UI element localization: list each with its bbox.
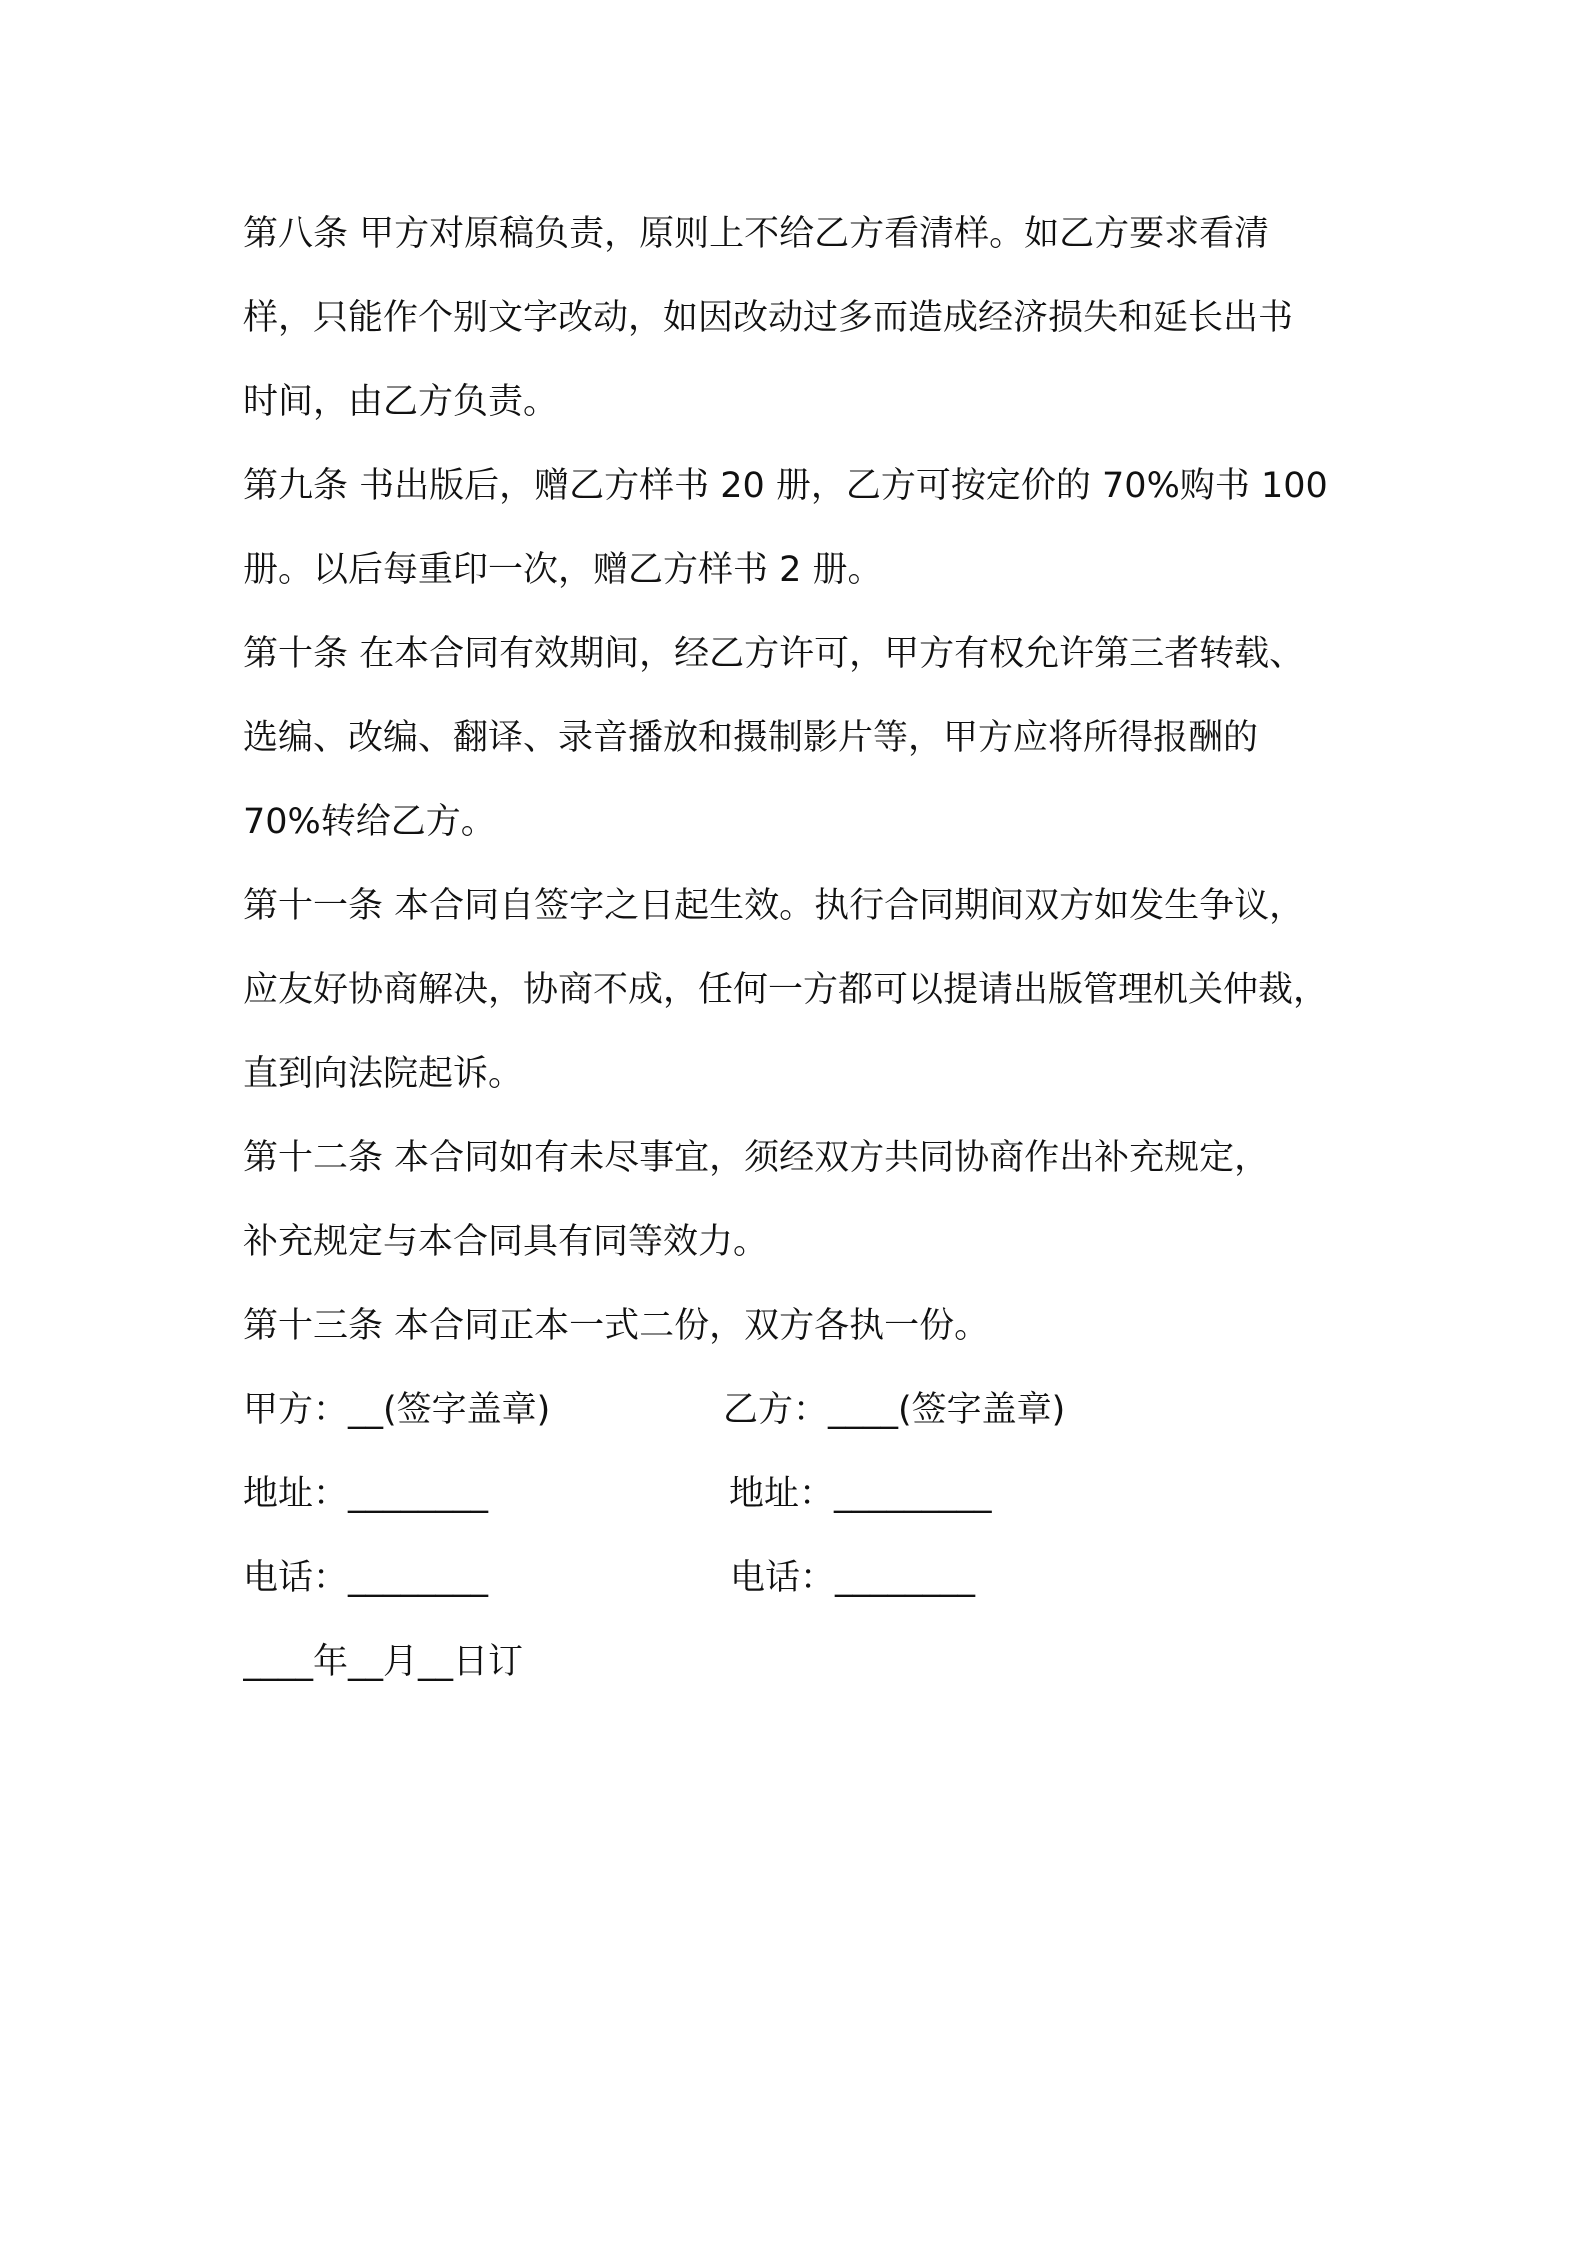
signature-row	[243, 1368, 1373, 1452]
address-row	[243, 1452, 1373, 1536]
clause-11-line-3: 直到向法院起诉。	[243, 1054, 524, 1094]
party-a-phone: 电话：________	[243, 1558, 489, 1598]
contract-body	[243, 192, 1373, 1704]
clause-8-line-3: 时间，由乙方负责。	[243, 382, 559, 422]
clause-10-line-1: 第十条 在本合同有效期间，经乙方许可，甲方有权允许第三者转载、	[243, 634, 1305, 674]
party-b-signature: 乙方：____(签字盖章)	[723, 1390, 1066, 1430]
clause-8-line-1: 第八条 甲方对原稿负责，原则上不给乙方看清样。如乙方要求看清	[243, 214, 1270, 254]
clause-10-line-3: 70%转给乙方。	[243, 802, 496, 842]
clause-12-line-2: 补充规定与本合同具有同等效力。	[243, 1222, 769, 1262]
date-line: ____年__月__日订	[243, 1642, 524, 1682]
clause-11-line-1: 第十一条 本合同自签字之日起生效。执行合同期间双方如发生争议，	[243, 886, 1305, 926]
party-a-signature: 甲方：__(签字盖章)	[243, 1390, 551, 1430]
clause-9-line-2: 册。以后每重印一次，赠乙方样书 2 册。	[243, 550, 883, 590]
clause-13-line-1: 第十三条 本合同正本一式二份，双方各执一份。	[243, 1306, 990, 1346]
party-a-address: 地址：________	[243, 1474, 489, 1514]
clause-8-line-2: 样，只能作个别文字改动，如因改动过多而造成经济损失和延长出书	[243, 298, 1294, 338]
clause-10-line-2: 选编、改编、翻译、录音播放和摄制影片等，甲方应将所得报酬的	[243, 718, 1259, 758]
clause-9-line-1: 第九条 书出版后，赠乙方样书 20 册，乙方可按定价的 70%购书 100	[243, 466, 1328, 506]
party-b-phone: 电话：________	[730, 1558, 976, 1598]
clause-11-line-2: 应友好协商解决，协商不成，任何一方都可以提请出版管理机关仲裁，	[243, 970, 1329, 1010]
party-b-address: 地址：_________	[729, 1474, 992, 1514]
phone-row	[243, 1536, 1373, 1620]
clause-12-line-1: 第十二条 本合同如有未尽事宜，须经双方共同协商作出补充规定，	[243, 1138, 1270, 1178]
